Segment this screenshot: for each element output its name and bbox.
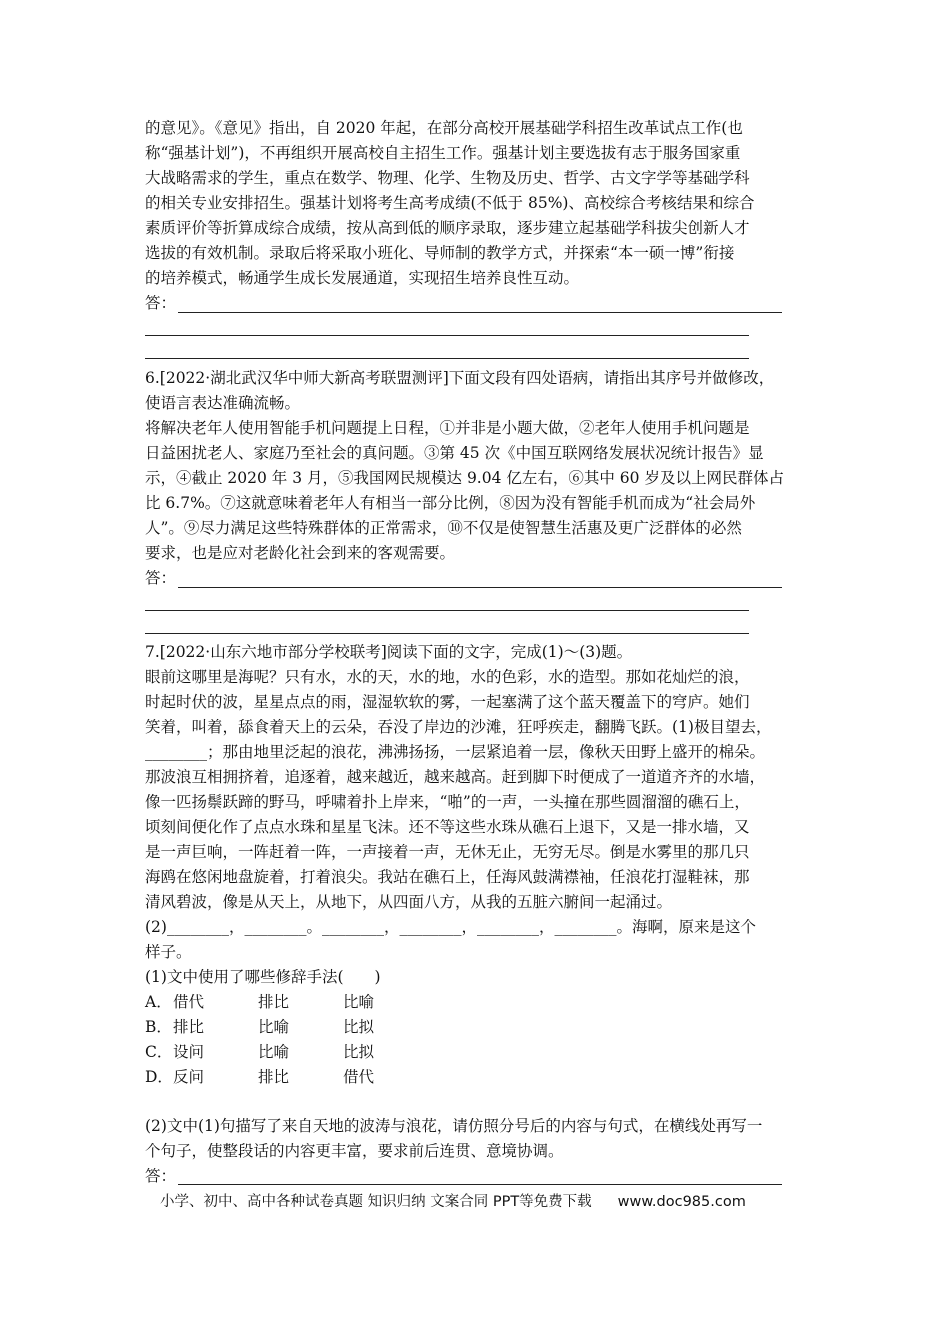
q7-answer-line[interactable]: [178, 1184, 782, 1185]
q6-line: 要求，也是应对老龄化社会到来的客观需要。: [145, 544, 456, 562]
q6-line: 日益困扰老人、家庭乃至社会的真问题。③第 45 次《中国互联网络发展状况统计报告》显: [145, 444, 764, 462]
q6-line: 比 6.7%。⑦这就意味着老年人有相当一部分比例，⑧因为没有智能手机而成为“社会局外: [145, 494, 756, 512]
q6-line: 使语言表达准确流畅。: [145, 394, 301, 412]
q6-answer-label: 答：: [145, 569, 177, 587]
q7-line: 眼前这哪里是海呢？只有水，水的天，水的地，水的色彩，水的造型。那如花灿烂的浪，: [145, 668, 750, 686]
footer-text: 小学、初中、高中各种试卷真题 知识归纳 文案合同 PPT等免费下载: [160, 1194, 592, 1210]
q7-answer-label: 答：: [145, 1167, 177, 1185]
q7-line: ________；那由地里泛起的浪花，沸沸扬扬，一层紧追着一层，像秋天田野上盛开的棉朵。: [145, 743, 766, 761]
q7-line: 是一声巨响，一阵赶着一阵，一声接着一声，无休无止，无穷无尽。倒是水雾里的那几只: [145, 843, 750, 861]
q7-line: 笑着，叫着，舔食着天上的云朵，吞没了岸边的沙滩，狂呼疾走，翻腾飞跃。(1)极目望去，: [145, 718, 772, 736]
option-item: 反问: [173, 1068, 205, 1086]
q7-line: 那波浪互相拥挤着，追逐着，越来越近，越来越高。赶到脚下时便成了一道道齐齐的水墙，: [145, 768, 766, 786]
q5-answer-line[interactable]: [145, 358, 749, 359]
q6-line: 将解决老年人使用智能手机问题提上日程，①并非是小题大做，②老年人使用手机问题是: [145, 419, 750, 437]
q7-line: 时起时伏的波，星星点点的雨，湿湿软软的雾，一起塞满了这个蓝天覆盖下的穹庐。她们: [145, 693, 750, 711]
option-item: 排比: [173, 1018, 205, 1036]
option-key: D．: [145, 1068, 173, 1086]
q6-heading: 6.[2022·湖北武汉华中师大新高考联盟测评]下面文段有四处语病，请指出其序号并做修改，: [145, 369, 775, 387]
option-item: 比喻: [258, 1018, 290, 1036]
q7-line: 顷刻间便化作了点点水珠和星星飞沫。还不等这些水珠从礁石上退下，又是一排水墙，又: [145, 818, 750, 836]
option-item: 设问: [173, 1043, 205, 1061]
option-item: 比拟: [343, 1043, 375, 1061]
q5-line: 大战略需求的学生，重点在数学、物理、化学、生物及历史、哲学、古文字学等基础学科: [145, 169, 750, 187]
footer: [160, 1190, 746, 1211]
q7-sub2-prompt: (2)文中(1)句描写了来自天地的波涛与浪花，请仿照分号后的内容与句式，在横线处再写一: [145, 1117, 763, 1135]
option-item: 比喻: [258, 1043, 290, 1061]
option-b[interactable]: [145, 1016, 374, 1038]
q7-sub2-prompt: 个句子，使整段话的内容更丰富，要求前后连贯、意境协调。: [145, 1142, 564, 1160]
option-a[interactable]: [145, 991, 374, 1013]
q6-line: 人”。⑨尽力满足这些特殊群体的正常需求，⑩不仅是使智慧生活惠及更广泛群体的必然: [145, 519, 742, 537]
option-item: 借代: [343, 1068, 375, 1086]
q7-heading: 7.[2022·山东六地市部分学校联考]阅读下面的文字，完成(1)～(3)题。: [145, 643, 633, 661]
q7-line: 清风碧波，像是从天上，从地下，从四面八方，从我的五脏六腑间一起涌过。: [145, 893, 673, 911]
option-item: 排比: [258, 1068, 290, 1086]
q7-line: 像一匹扬鬃跃蹄的野马，呼啸着扑上岸来，“啪”的一声，一头撞在那些圆溜溜的礁石上，: [145, 793, 750, 811]
option-item: 比喻: [343, 993, 375, 1011]
q6-answer-line[interactable]: [145, 610, 749, 611]
option-key: A．: [145, 993, 172, 1011]
q5-answer-line[interactable]: [145, 335, 749, 336]
option-d[interactable]: [145, 1066, 374, 1088]
option-c[interactable]: [145, 1041, 374, 1063]
q7-sub1-prompt: (1)文中使用了哪些修辞手法( ): [145, 968, 381, 986]
q7-line: (2)________，________。________，________，________，________。海啊，原来是这个: [145, 918, 756, 936]
q5-line: 选拔的有效机制。录取后将采取小班化、导师制的教学方式，并探索“本一硕一博”衔接: [145, 244, 735, 262]
option-item: 借代: [173, 993, 205, 1011]
q5-line: 的意见》。《意见》指出，自 2020 年起，在部分高校开展基础学科招生改革试点工作(也: [145, 119, 743, 137]
q6-answer-line[interactable]: [178, 587, 782, 588]
q5-answer-label: 答：: [145, 294, 177, 312]
q7-line: 样子。: [145, 943, 192, 961]
option-key: C．: [145, 1043, 173, 1061]
q5-answer-line[interactable]: [178, 312, 782, 313]
option-item: 比拟: [343, 1018, 375, 1036]
q5-line: 的培养模式，畅通学生成长发展通道，实现招生培养良性互动。: [145, 269, 580, 287]
q7-line: 海鸥在悠闲地盘旋着，打着浪尖。我站在礁石上，任海风鼓满襟袖，任浪花打湿鞋袜，那: [145, 868, 750, 886]
q5-line: 的相关专业安排招生。强基计划将考生高考成绩(不低于 85%)、高校综合考核结果和综合: [145, 194, 755, 212]
option-item: 排比: [258, 993, 290, 1011]
q5-line: 称“强基计划”)，不再组织开展高校自主招生工作。强基计划主要选拔有志于服务国家重: [145, 144, 741, 162]
q5-line: 素质评价等折算成综合成绩，按从高到低的顺序录取，逐步建立起基础学科拔尖创新人才: [145, 219, 750, 237]
q6-line: 示，④截止 2020 年 3 月，⑤我国网民规模达 9.04 亿左右，⑥其中 60 岁及以上网民群体占: [145, 469, 784, 487]
q6-answer-line[interactable]: [145, 633, 749, 634]
option-key: B．: [145, 1018, 172, 1036]
footer-url[interactable]: www.doc985.com: [617, 1194, 746, 1210]
